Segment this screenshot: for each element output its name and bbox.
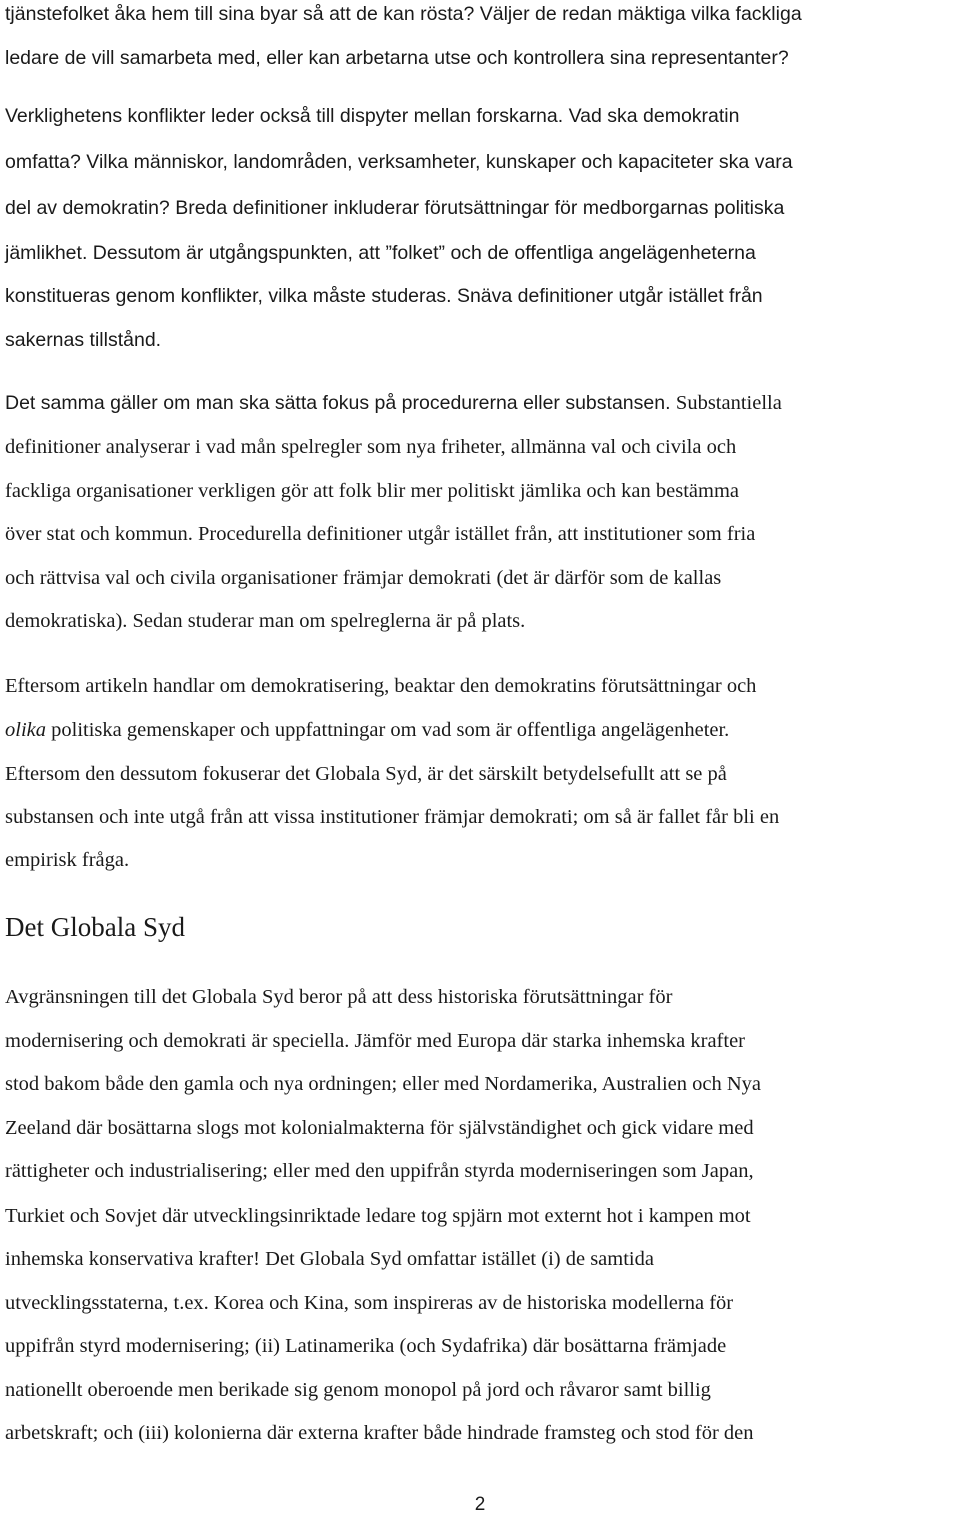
text-line	[5, 150, 793, 174]
text-line	[5, 1334, 726, 1358]
text-line	[5, 196, 784, 220]
text-segment: arbetskraft; och (iii) kolonierna där externa krafter både hindrade framsteg och stod för den	[5, 1422, 754, 1444]
text-line	[5, 1291, 733, 1315]
text-segment: Verklighetens konflikter leder också till dispyter mellan forskarna. Vad ska demokratin	[5, 105, 740, 127]
text-segment: Det samma gäller om man ska sätta fokus på procedurerna eller substansen.	[5, 392, 676, 414]
text-segment: Eftersom artikeln handlar om demokratisering, beaktar den demokratins förutsättningar och	[5, 675, 757, 697]
text-segment: del av demokratin?	[5, 197, 176, 219]
text-segment: konstitueras genom konflikter, vilka måste studeras. Snäva definitioner utgår istället från	[5, 285, 763, 307]
text-segment: sakernas tillstånd.	[5, 329, 162, 351]
text-segment: tjänstefolket åka hem till sina byar så att de kan rösta? Väljer de redan mäktiga vilka fackliga	[5, 3, 802, 25]
text-line	[5, 718, 729, 742]
text-line	[5, 104, 739, 128]
text-line	[5, 2, 802, 26]
text-segment: över stat och kommun. Procedurella definitioner utgår istället från, att institutioner som fria	[5, 523, 756, 545]
text-segment: Eftersom den dessutom fokuserar det Globala Syd, är det särskilt betydelsefullt att se på	[5, 763, 727, 785]
text-segment: modernisering och demokrati är speciella. Jämför med Europa där starka inhemska krafter	[5, 1030, 745, 1052]
text-line	[5, 985, 672, 1009]
text-line	[5, 1378, 711, 1402]
text-segment: substansen och inte utgå från att vissa institutioner främjar demokrati; om så är fallet får bli en	[5, 806, 780, 828]
text-segment: stod bakom både den gamla och nya ordningen; eller med Nordamerika, Australien och Nya	[5, 1073, 761, 1095]
text-line	[5, 284, 763, 308]
text-segment: omfatta? Vilka människor, landområden, verksamheter, kunskaper och kapaciteter ska vara	[5, 151, 793, 173]
text-segment: inhemska konservativa krafter! Det Globala Syd omfattar istället (i) de samtida	[5, 1248, 654, 1270]
text-line	[5, 391, 782, 415]
text-line	[5, 46, 789, 70]
text-line	[5, 522, 755, 546]
text-line	[5, 1204, 751, 1228]
text-line	[5, 435, 736, 459]
text-segment: ledare de vill samarbeta med, eller kan arbetarna utse och kontrollera sina representanter?	[5, 47, 789, 69]
text-line	[5, 848, 129, 872]
text-line	[5, 479, 739, 503]
italic-text-segment: olika	[5, 719, 46, 741]
text-segment: politiska gemenskaper och uppfattningar om vad som är offentliga angelägenheter.	[46, 719, 730, 741]
text-segment: Turkiet och Sovjet där utvecklingsinriktade ledare tog spjärn mot externt hot i kampen mot	[5, 1205, 751, 1227]
text-segment: demokratiska). Sedan studerar man om spelreglerna är på plats.	[5, 610, 526, 632]
text-segment: Zeeland där bosättarna slogs mot kolonialmakterna för självständighet och gick vidare med	[5, 1117, 754, 1139]
text-segment: Substantiella	[675, 392, 782, 414]
text-segment: fackliga organisationer verkligen gör att folk blir mer politiskt jämlika och kan bestämma	[5, 480, 739, 502]
text-line	[5, 805, 779, 829]
text-segment: Avgränsningen till det Globala Syd beror på att dess historiska förutsättningar för	[5, 986, 673, 1008]
text-line	[5, 1029, 745, 1053]
text-segment: utvecklingsstaterna, t.ex. Korea och Kina, som inspireras av de historiska modellerna för	[5, 1292, 734, 1314]
text-line	[5, 609, 525, 633]
text-segment: empirisk fråga.	[5, 849, 130, 871]
text-segment: jämlikhet.	[5, 242, 93, 264]
text-segment: Breda definitioner inkluderar förutsättningar för medborgarnas politiska	[175, 197, 785, 219]
text-segment: rättigheter och industrialisering; eller med den uppifrån styrda moderniseringen som Japan,	[5, 1160, 754, 1182]
text-segment: nationellt oberoende men berikade sig genom monopol på jord och råvaror samt billig	[5, 1379, 711, 1401]
text-segment: och rättvisa val och civila organisationer främjar demokrati (det är därför som de kallas	[5, 567, 722, 589]
text-line	[5, 241, 756, 265]
text-line	[5, 566, 721, 590]
section-heading: Det Globala Syd	[5, 912, 185, 942]
text-line	[5, 762, 727, 786]
text-segment: definitioner analyserar i vad mån spelregler som nya friheter, allmänna val och civila och	[5, 436, 737, 458]
text-segment: Dessutom är utgångspunkten, att ”folket” och de offentliga angelägenheterna	[92, 242, 756, 264]
text-line	[5, 328, 161, 352]
page-number: 2	[474, 1494, 486, 1515]
text-line	[5, 1159, 754, 1183]
text-line	[5, 674, 756, 698]
text-line	[5, 1421, 754, 1445]
text-segment: uppifrån styrd modernisering; (ii) Latinamerika (och Sydafrika) där bosättarna främjade	[5, 1335, 727, 1357]
text-line	[5, 1116, 754, 1140]
text-line	[5, 1072, 761, 1096]
text-line	[5, 1247, 654, 1271]
